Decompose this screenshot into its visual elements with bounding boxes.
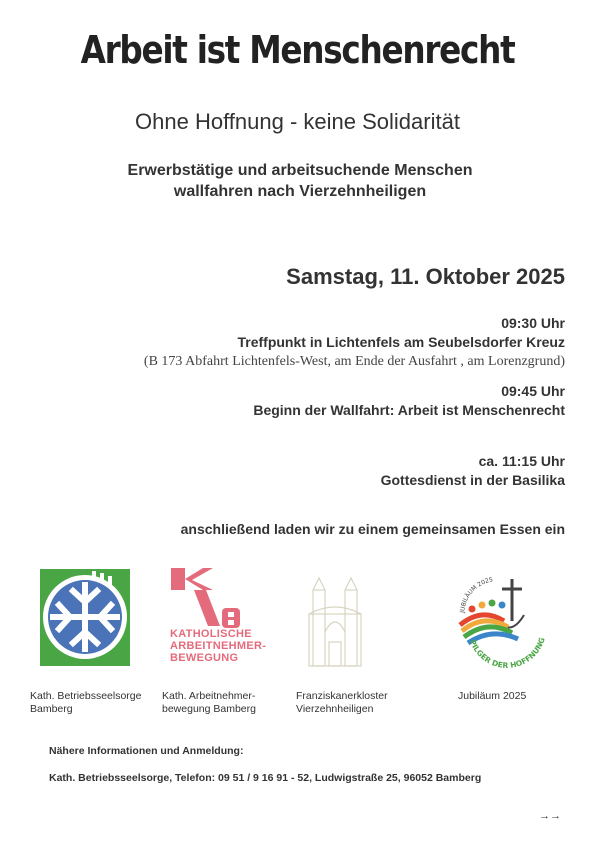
logo-caption-line: Kath. Betriebsseelsorge <box>30 690 142 702</box>
contact-line: Kath. Betriebsseelsorge, Telefon: 09 51 / 9 16 91 - 52, Ludwigstraße 25, 96052 Bamberg <box>49 772 482 784</box>
franziskanerkloster-logo <box>295 572 375 670</box>
event-item <box>381 452 565 490</box>
event-title: Beginn der Wallfahrt: Arbeit ist Menschenrecht <box>253 402 565 418</box>
event-item <box>144 314 565 371</box>
svg-text:JUBILÄUM 2025 <box>459 576 494 614</box>
logo-caption-line: Franziskanerkloster <box>296 690 388 702</box>
kab-text-line-3: BEWEGUNG <box>170 652 239 664</box>
event-time: 09:30 Uhr <box>501 315 565 331</box>
subtitle: Ohne Hoffnung - keine Solidarität <box>135 109 460 134</box>
event-title: Gottesdienst in der Basilika <box>380 472 565 488</box>
intro-text <box>0 160 595 202</box>
next-page-arrows: →→ <box>539 810 561 822</box>
kab-text-line-1: KATHOLISCHE <box>170 628 252 640</box>
page-title: Arbeit ist Menschenrecht <box>80 28 515 72</box>
logo-caption <box>162 690 256 716</box>
logo-caption <box>296 690 388 716</box>
jubilaeum-arc-bottom: PILGER DER HOFFNUNG <box>468 636 547 670</box>
logo-caption-line: Vierzehnheiligen <box>296 703 374 715</box>
kab-text-line-2: ARBEITNEHMER- <box>170 640 267 652</box>
intro-line-2: wallfahren nach Vierzehnheiligen <box>173 183 427 200</box>
kab-logo <box>168 566 268 671</box>
logo-caption-line: bewegung Bamberg <box>162 703 256 715</box>
logo-caption-line: Bamberg <box>30 703 73 715</box>
jubilaeum-2025-logo <box>452 573 552 673</box>
intro-line-1: Erwerbstätige und arbeitsuchende Menschen <box>127 162 473 179</box>
event-title: Treffpunkt in Lichtenfels am Seubelsdorfer Kreuz <box>237 334 565 350</box>
logo-caption <box>458 690 526 703</box>
event-date: Samstag, 11. Oktober 2025 <box>286 264 565 289</box>
svg-text:PILGER DER HOFFNUNG <box>468 636 547 670</box>
invitation-text: anschließend laden wir zu einem gemeinsamen Essen ein <box>180 521 565 537</box>
info-heading: Nähere Informationen und Anmeldung: <box>49 745 244 757</box>
event-time: ca. 11:15 Uhr <box>478 453 565 469</box>
event-item <box>253 382 565 420</box>
logo-caption-line: Kath. Arbeitnehmer- <box>162 690 256 702</box>
jubilaeum-arc-top: JUBILÄUM 2025 <box>459 576 494 614</box>
event-time: 09:45 Uhr <box>501 383 565 399</box>
logo-caption <box>30 690 141 716</box>
kath-betriebsseelsorge-logo <box>40 569 130 666</box>
event-note: (B 173 Abfahrt Lichtenfels-West, am Ende der Ausfahrt , am Lorenzgrund) <box>143 354 565 369</box>
logo-caption-line: Jubiläum 2025 <box>458 690 527 702</box>
